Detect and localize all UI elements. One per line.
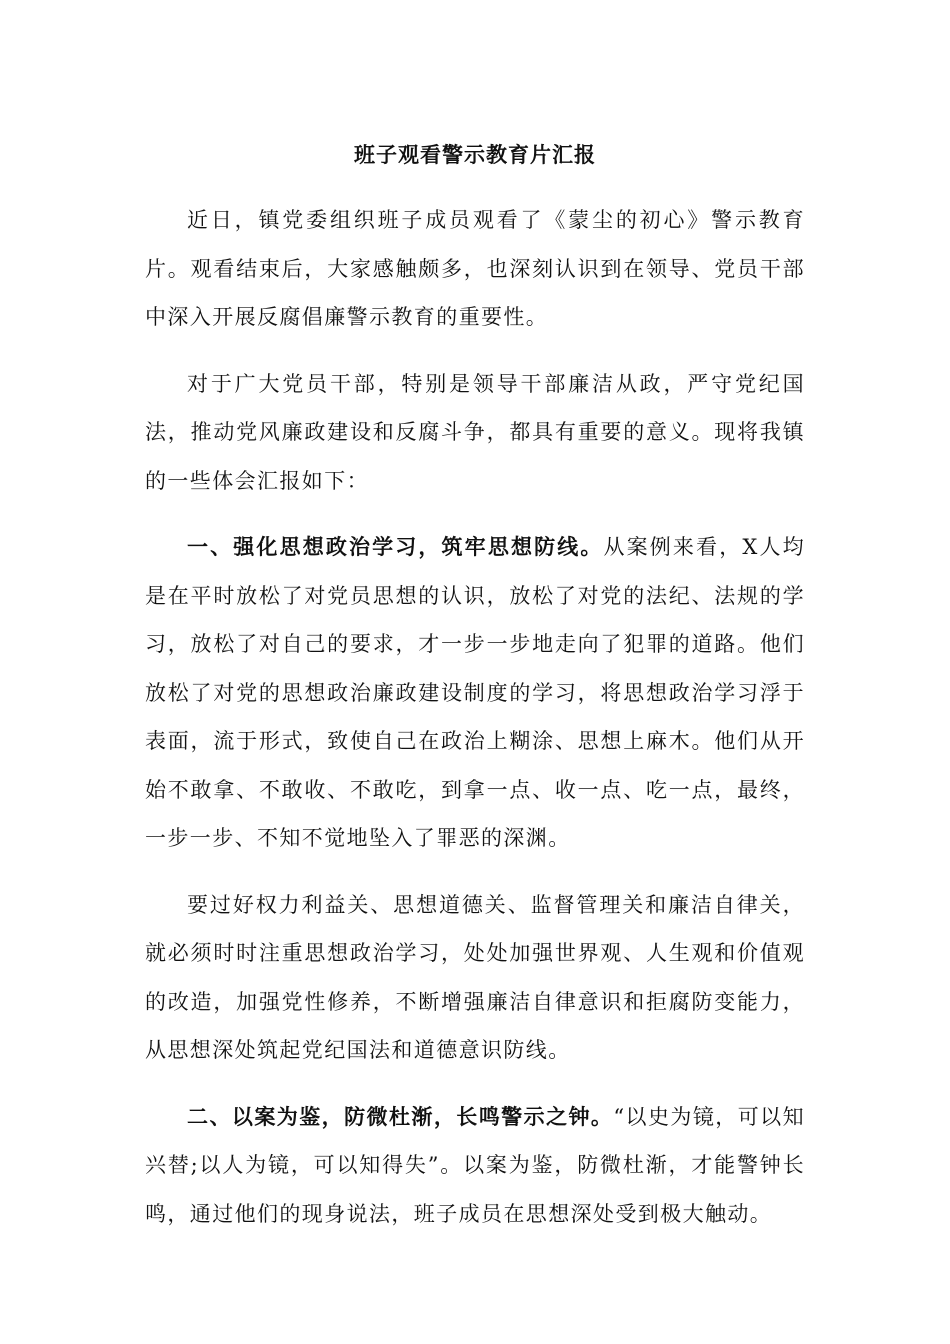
paragraph-text: 从案例来看，X人均是在平时放松了对党员思想的认识，放松了对党的法纪、法规的学习，放松了对自己的要求，才一步一步地走向了犯罪的道路。他们放松了对党的思想政治廉政建设制度的学习，将思想政治学习浮于表面，流于形式，致使自己在政治上糊涂、思想上麻木。他们从开始不敢拿、不敢收、不敢吃，到拿一点、收一点、吃一点，最终，一步一步、不知不觉地坠入了罪恶的深渊。 <box>145 535 805 850</box>
paragraph-section-two <box>145 1093 805 1239</box>
paragraph-section-one-continued <box>145 881 805 1075</box>
document-title: 班子观看警示教育片汇报 <box>354 142 596 167</box>
paragraph-intro <box>145 196 805 342</box>
paragraph-text: 对于广大党员干部，特别是领导干部廉洁从政，严守党纪国法，推动党风廉政建设和反腐斗争，都具有重要的意义。现将我镇的一些体会汇报如下： <box>145 371 805 493</box>
paragraph-text: 近日，镇党委组织班子成员观看了《蒙尘的初心》警示教育片。观看结束后，大家感触颇多，也深刻认识到在领导、党员干部中深入开展反腐倡廉警示教育的重要性。 <box>145 208 805 329</box>
document-body <box>145 196 805 1256</box>
section-heading-two: 二、以案为鉴，防微杜渐，长鸣警示之钟。 <box>187 1103 614 1129</box>
paragraph-text: “以史为镜，可以知兴替;以人为镜，可以知得失”。以案为鉴，防微杜渐，才能警钟长鸣，通过他们的现身说法，班子成员在思想深处受到极大触动。 <box>145 1104 805 1226</box>
paragraph-significance <box>145 360 805 506</box>
paragraph-section-one <box>145 523 805 863</box>
paragraph-text: 要过好权力利益关、思想道德关、监督管理关和廉洁自律关，就必须时时注重思想政治学习，处处加强世界观、人生观和价值观的改造，加强党性修养，不断增强廉洁自律意识和拒腐防变能力，从思想深处筑起党纪国法和道德意识防线。 <box>145 892 805 1062</box>
section-heading-one: 一、强化思想政治学习，筑牢思想防线。 <box>187 534 604 559</box>
